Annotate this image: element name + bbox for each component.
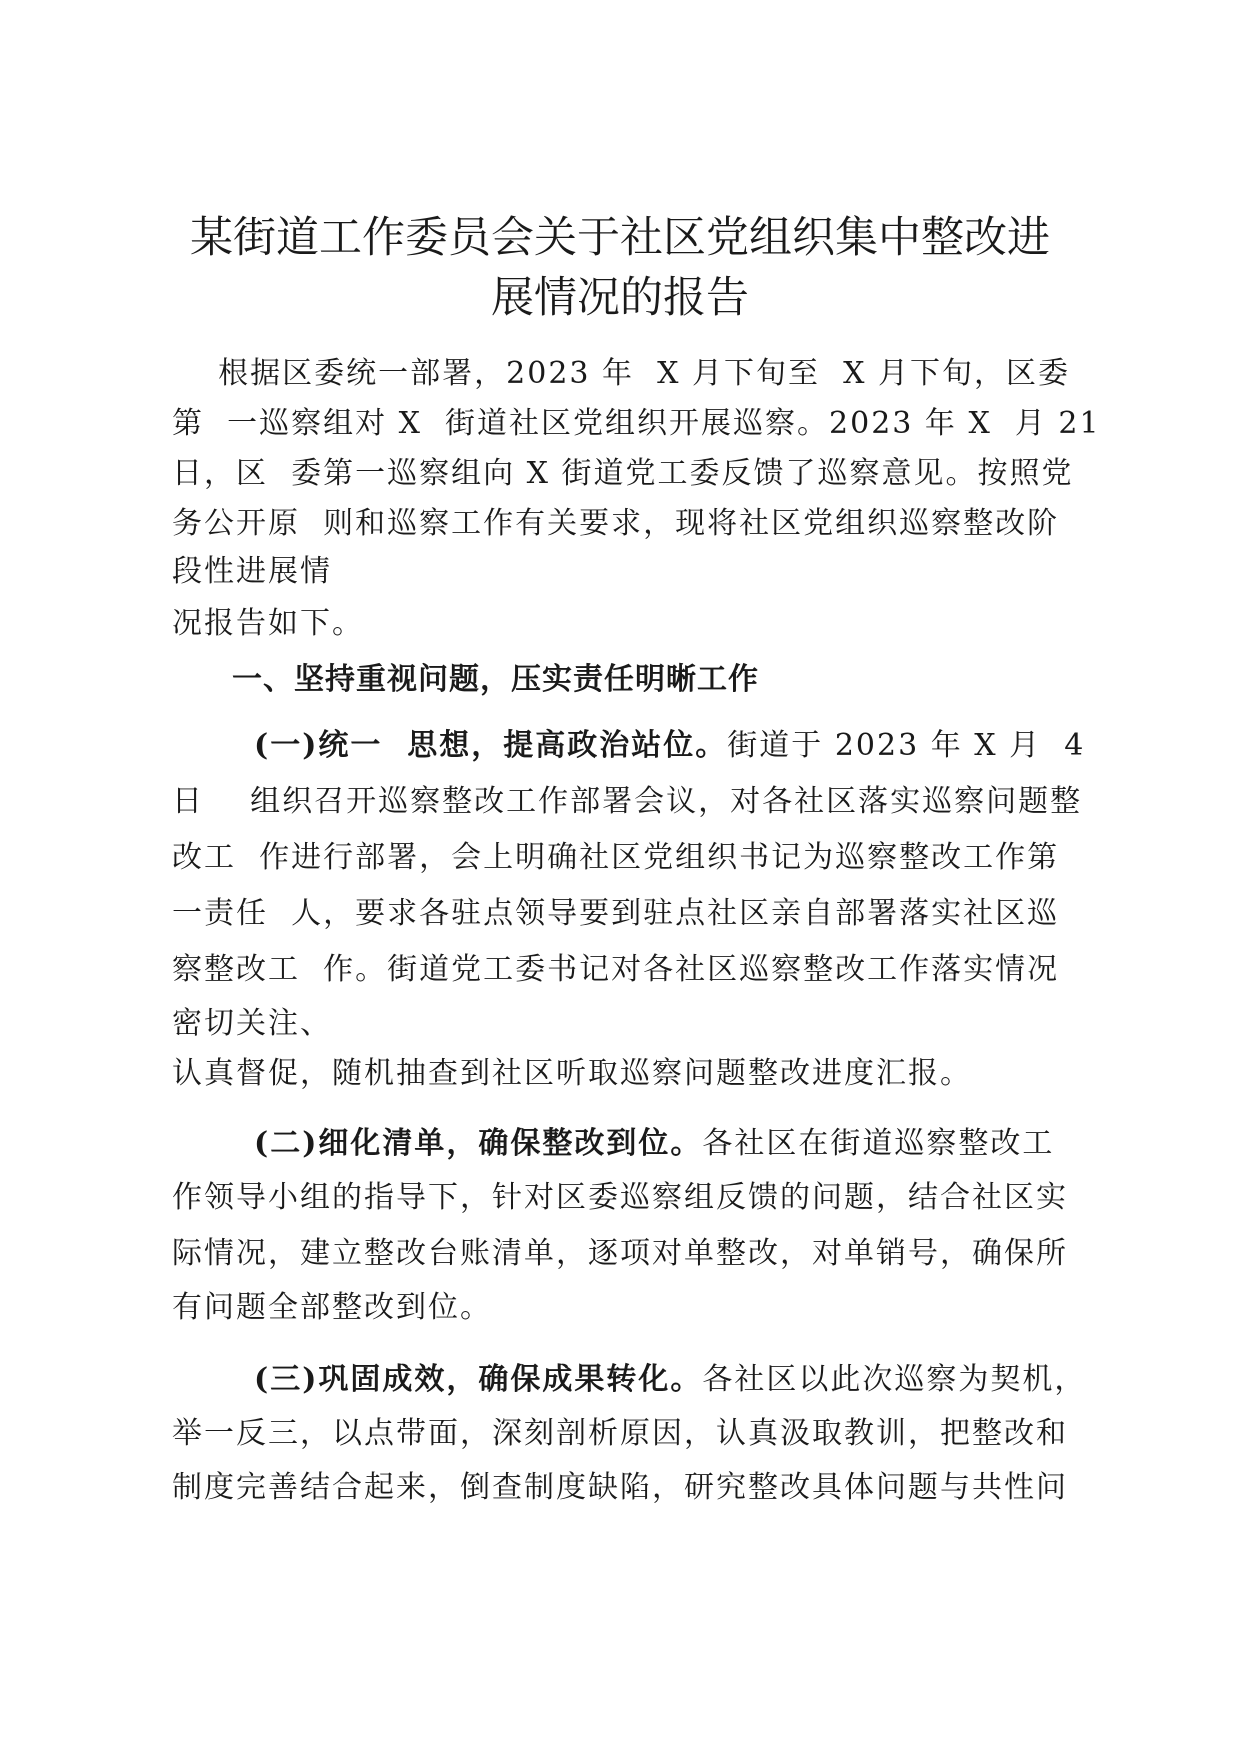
item-2-first-line [254, 1124, 1054, 1164]
item-3-first-line-rest: 各社区以此次巡察为契机， [702, 1362, 1087, 1397]
item-3-line-3: 制度完善结合起来，倒查制度缺陷，研究整改具体问题与共性问 [172, 1470, 1068, 1505]
intro-line-3: 日，区 委第一巡察组向 X 街道党工委反馈了巡察意见。按照党 [172, 456, 1074, 491]
intro-line-2: 第 一巡察组对 X 街道社区党组织开展巡察。2023 年 X 月 21 [172, 406, 1101, 441]
intro-line-6: 况报告如下。 [172, 606, 364, 641]
document-title-line-1: 某街道工作委员会关于社区党组织集中整改进 [190, 213, 1050, 263]
item-1-line-4: 一责任 人，要求各驻点领导要到驻点社区亲自部署落实社区巡 [172, 896, 1060, 931]
section-1-heading: 一、坚持重视问题，压实责任明晰工作 [232, 662, 759, 697]
item-2-line-3: 际情况，建立整改台账清单，逐项对单整改，对单销号，确保所 [172, 1236, 1068, 1271]
item-1-first-line-rest: 街道于 2023 年 X 月 4 [727, 728, 1086, 763]
item-3-lead: (三)巩固成效，确保成果转化。 [254, 1362, 703, 1397]
item-3-line-2: 举一反三，以点带面，深刻剖析原因，认真汲取教训，把整改和 [172, 1416, 1068, 1451]
item-2-lead: (二)细化清单，确保整改到位。 [254, 1126, 703, 1161]
item-2-line-2: 作领导小组的指导下，针对区委巡察组反馈的问题，结合社区实 [172, 1180, 1068, 1215]
item-3-first-line [254, 1360, 1086, 1400]
item-1-lead: (一)统一 思想，提高政治站位。 [254, 728, 728, 763]
intro-line-5: 段性进展情 [172, 554, 332, 589]
item-1-line-3: 改工 作进行部署，会上明确社区党组织书记为巡察整改工作第 [172, 840, 1060, 875]
item-1-line-6: 密切关注、 [172, 1006, 332, 1041]
item-2-line-4: 有问题全部整改到位。 [172, 1290, 492, 1325]
item-1-line-7: 认真督促，随机抽查到社区听取巡察问题整改进度汇报。 [172, 1056, 972, 1091]
item-2-first-line-rest: 各社区在街道巡察整改工 [702, 1126, 1055, 1161]
document-title-line-2: 展情况的报告 [491, 273, 749, 323]
intro-line-1: 根据区委统一部署，2023 年 X 月下旬至 X 月下旬，区委 [172, 356, 1070, 391]
item-1-first-line [254, 726, 1085, 766]
intro-line-4: 务公开原 则和巡察工作有关要求，现将社区党组织巡察整改阶 [172, 506, 1060, 541]
item-1-line-5: 察整改工 作。街道党工委书记对各社区巡察整改工作落实情况 [172, 952, 1060, 987]
item-1-line-2: 日 组织召开巡察整改工作部署会议，对各社区落实巡察问题整 [172, 784, 1083, 819]
